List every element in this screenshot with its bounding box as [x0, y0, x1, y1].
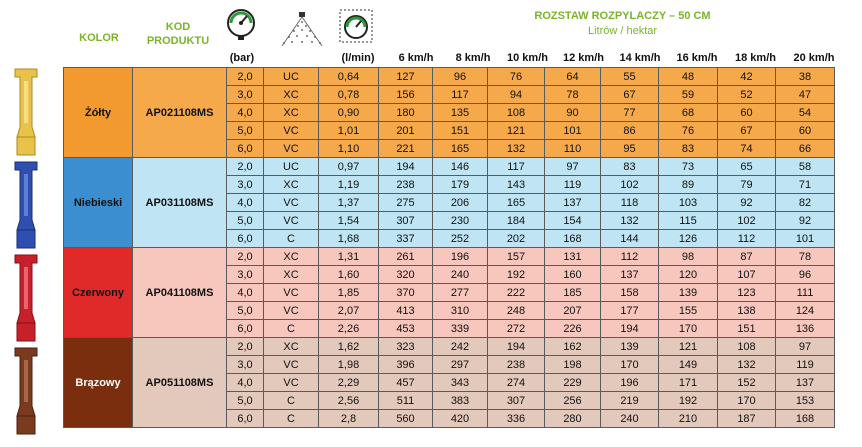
rate-cell: 137 [545, 194, 601, 212]
droplet-class-cell: XC [264, 86, 319, 104]
rate-cell: 149 [659, 356, 718, 374]
rate-cell: 146 [433, 158, 488, 176]
rate-cell: 170 [601, 356, 659, 374]
pressure-cell: 4,0 [227, 284, 264, 302]
droplet-class-cell: VC [264, 374, 319, 392]
rate-cell: 76 [488, 68, 545, 86]
rate-cell: 339 [433, 320, 488, 338]
flow-cell: 1,68 [319, 230, 379, 248]
rate-cell: 238 [488, 356, 545, 374]
rate-cell: 139 [601, 338, 659, 356]
pressure-cell: 6,0 [227, 140, 264, 158]
rate-cell: 206 [433, 194, 488, 212]
rate-cell: 143 [488, 176, 545, 194]
spray-fan-icon [280, 12, 324, 48]
rate-cell: 86 [601, 122, 659, 140]
rate-cell: 112 [718, 230, 776, 248]
rate-cell: 152 [718, 374, 776, 392]
speed-header: 16 km/h [676, 52, 718, 64]
flow-cell: 0,78 [319, 86, 379, 104]
rate-cell: 66 [776, 140, 835, 158]
rate-cell: 343 [433, 374, 488, 392]
rate-cell: 275 [379, 194, 433, 212]
rate-cell: 78 [776, 248, 835, 266]
rate-cell: 162 [545, 338, 601, 356]
rate-cell: 240 [601, 410, 659, 428]
rate-cell: 107 [718, 266, 776, 284]
rate-cell: 108 [718, 338, 776, 356]
pressure-cell: 2,0 [227, 338, 264, 356]
rate-cell: 222 [488, 284, 545, 302]
rate-cell: 277 [433, 284, 488, 302]
rate-cell: 94 [488, 86, 545, 104]
rate-cell: 42 [718, 68, 776, 86]
rate-cell: 198 [545, 356, 601, 374]
rate-cell: 119 [545, 176, 601, 194]
rate-cell: 119 [776, 356, 835, 374]
rate-cell: 137 [776, 374, 835, 392]
rate-cell: 280 [545, 410, 601, 428]
rate-cell: 370 [379, 284, 433, 302]
droplet-class-cell: VC [264, 284, 319, 302]
droplet-class-cell: VC [264, 122, 319, 140]
droplet-class-cell: XC [264, 248, 319, 266]
rate-cell: 108 [488, 104, 545, 122]
flow-cell: 1,60 [319, 266, 379, 284]
pressure-cell: 2,0 [227, 248, 264, 266]
rate-cell: 194 [488, 338, 545, 356]
pressure-cell: 6,0 [227, 230, 264, 248]
flow-cell: 1,01 [319, 122, 379, 140]
rate-cell: 97 [776, 338, 835, 356]
speed-header: 18 km/h [735, 52, 776, 64]
rate-cell: 511 [379, 392, 433, 410]
rate-cell: 132 [488, 140, 545, 158]
pressure-cell: 6,0 [227, 410, 264, 428]
rate-cell: 252 [433, 230, 488, 248]
rate-cell: 117 [488, 158, 545, 176]
rate-cell: 337 [379, 230, 433, 248]
rate-cell: 187 [718, 410, 776, 428]
droplet-class-cell: XC [264, 266, 319, 284]
rate-cell: 226 [545, 320, 601, 338]
flow-cell: 1,31 [319, 248, 379, 266]
rate-cell: 92 [776, 212, 835, 230]
rate-cell: 67 [601, 86, 659, 104]
rate-cell: 207 [545, 302, 601, 320]
rate-cell: 457 [379, 374, 433, 392]
rate-cell: 180 [379, 104, 433, 122]
flow-cell: 1,10 [319, 140, 379, 158]
flow-cell: 1,85 [319, 284, 379, 302]
table-row [64, 158, 835, 176]
product-code-cell: AP031108MS [133, 158, 227, 248]
rate-cell: 111 [776, 284, 835, 302]
nozzle-blue-icon [6, 160, 46, 252]
rate-cell: 96 [776, 266, 835, 284]
rate-cell: 132 [601, 212, 659, 230]
rate-cell: 64 [545, 68, 601, 86]
rate-cell: 154 [545, 212, 601, 230]
droplet-class-cell: UC [264, 158, 319, 176]
rate-cell: 48 [659, 68, 718, 86]
droplet-class-cell: VC [264, 356, 319, 374]
rate-cell: 274 [488, 374, 545, 392]
rate-cell: 170 [659, 320, 718, 338]
rate-cell: 87 [718, 248, 776, 266]
flow-cell: 1,54 [319, 212, 379, 230]
rate-cell: 83 [601, 158, 659, 176]
speed-header: 12 km/h [563, 52, 604, 64]
pressure-unit: (bar) [229, 52, 255, 64]
rate-cell: 124 [776, 302, 835, 320]
droplet-class-cell: XC [264, 104, 319, 122]
rate-cell: 71 [776, 176, 835, 194]
rate-cell: 160 [545, 266, 601, 284]
rate-cell: 82 [776, 194, 835, 212]
pressure-cell: 3,0 [227, 356, 264, 374]
rate-cell: 238 [379, 176, 433, 194]
rate-cell: 221 [379, 140, 433, 158]
rate-cell: 307 [379, 212, 433, 230]
rate-cell: 83 [659, 140, 718, 158]
rate-cell: 194 [379, 158, 433, 176]
rate-cell: 74 [718, 140, 776, 158]
rate-cell: 76 [659, 122, 718, 140]
rate-cell: 135 [433, 104, 488, 122]
rate-cell: 89 [659, 176, 718, 194]
rate-cell: 101 [776, 230, 835, 248]
rate-cell: 77 [601, 104, 659, 122]
rate-cell: 192 [488, 266, 545, 284]
flowmeter-icon [339, 9, 373, 43]
rate-cell: 138 [718, 302, 776, 320]
droplet-class-cell: C [264, 230, 319, 248]
rate-cell: 157 [488, 248, 545, 266]
flow-cell: 1,19 [319, 176, 379, 194]
rate-cell: 136 [776, 320, 835, 338]
rate-cell: 96 [433, 68, 488, 86]
rate-cell: 137 [601, 266, 659, 284]
rate-cell: 202 [488, 230, 545, 248]
flow-cell: 2,26 [319, 320, 379, 338]
flow-cell: 1,62 [319, 338, 379, 356]
rate-cell: 110 [545, 140, 601, 158]
rate-cell: 196 [601, 374, 659, 392]
table-row [64, 248, 835, 266]
rate-cell: 210 [659, 410, 718, 428]
rate-cell: 420 [433, 410, 488, 428]
rate-cell: 156 [379, 86, 433, 104]
speed-header: 14 km/h [619, 52, 661, 64]
nozzle-red-icon [6, 253, 46, 345]
pressure-cell: 5,0 [227, 302, 264, 320]
rate-cell: 121 [659, 338, 718, 356]
pressure-cell: 5,0 [227, 392, 264, 410]
rate-cell: 102 [718, 212, 776, 230]
pressure-cell: 4,0 [227, 374, 264, 392]
rate-cell: 144 [601, 230, 659, 248]
flow-cell: 2,8 [319, 410, 379, 428]
pressure-cell: 6,0 [227, 320, 264, 338]
rate-cell: 256 [545, 392, 601, 410]
rate-cell: 413 [379, 302, 433, 320]
droplet-class-cell: C [264, 392, 319, 410]
rate-cell: 307 [488, 392, 545, 410]
flow-cell: 1,98 [319, 356, 379, 374]
rate-cell: 168 [776, 410, 835, 428]
flow-cell: 2,07 [319, 302, 379, 320]
product-code-cell: AP051108MS [133, 338, 227, 428]
rate-cell: 320 [379, 266, 433, 284]
rate-cell: 560 [379, 410, 433, 428]
flow-cell: 0,64 [319, 68, 379, 86]
rate-cell: 54 [776, 104, 835, 122]
rate-cell: 92 [718, 194, 776, 212]
rate-cell: 177 [601, 302, 659, 320]
droplet-class-cell: VC [264, 140, 319, 158]
rate-cell: 165 [488, 194, 545, 212]
rate-cell: 78 [545, 86, 601, 104]
rate-cell: 127 [379, 68, 433, 86]
rozstaw-title: ROZSTAW ROZPYLACZY – 50 CM [534, 10, 711, 22]
rate-cell: 112 [601, 248, 659, 266]
droplet-class-cell: XC [264, 176, 319, 194]
rate-cell: 118 [601, 194, 659, 212]
droplet-class-cell: C [264, 320, 319, 338]
droplet-class-cell: UC [264, 68, 319, 86]
rate-cell: 103 [659, 194, 718, 212]
pressure-cell: 4,0 [227, 104, 264, 122]
color-name-cell: Żółty [64, 68, 133, 158]
rate-cell: 79 [718, 176, 776, 194]
pressure-cell: 3,0 [227, 176, 264, 194]
rate-cell: 336 [488, 410, 545, 428]
rate-cell: 261 [379, 248, 433, 266]
rate-cell: 98 [659, 248, 718, 266]
rate-cell: 101 [545, 122, 601, 140]
product-code-cell: AP041108MS [133, 248, 227, 338]
flow-unit: (l/min) [341, 52, 375, 64]
rate-cell: 132 [718, 356, 776, 374]
rate-cell: 131 [545, 248, 601, 266]
rate-cell: 67 [718, 122, 776, 140]
rate-cell: 242 [433, 338, 488, 356]
rate-cell: 38 [776, 68, 835, 86]
rate-cell: 184 [488, 212, 545, 230]
rate-cell: 121 [488, 122, 545, 140]
nozzle-yellow-icon [6, 67, 46, 159]
rate-cell: 219 [601, 392, 659, 410]
rate-cell: 453 [379, 320, 433, 338]
rate-cell: 102 [601, 176, 659, 194]
rate-cell: 192 [659, 392, 718, 410]
rate-cell: 68 [659, 104, 718, 122]
rate-cell: 201 [379, 122, 433, 140]
droplet-class-cell: VC [264, 302, 319, 320]
table-row [64, 338, 835, 356]
rate-cell: 126 [659, 230, 718, 248]
rate-cell: 120 [659, 266, 718, 284]
rate-cell: 179 [433, 176, 488, 194]
rate-cell: 310 [433, 302, 488, 320]
color-name-cell: Brązowy [64, 338, 133, 428]
rate-cell: 123 [718, 284, 776, 302]
color-name-cell: Czerwony [64, 248, 133, 338]
rate-cell: 52 [718, 86, 776, 104]
rate-cell: 194 [601, 320, 659, 338]
rate-cell: 272 [488, 320, 545, 338]
rate-cell: 230 [433, 212, 488, 230]
rate-cell: 229 [545, 374, 601, 392]
pressure-cell: 4,0 [227, 194, 264, 212]
rate-cell: 168 [545, 230, 601, 248]
table-row [64, 68, 835, 86]
rate-cell: 65 [718, 158, 776, 176]
rate-cell: 60 [776, 122, 835, 140]
droplet-class-cell: VC [264, 212, 319, 230]
rate-cell: 396 [379, 356, 433, 374]
speed-header: 8 km/h [455, 52, 491, 64]
rate-cell: 151 [718, 320, 776, 338]
rate-cell: 383 [433, 392, 488, 410]
rate-cell: 90 [545, 104, 601, 122]
rate-cell: 155 [659, 302, 718, 320]
rate-cell: 151 [433, 122, 488, 140]
rate-cell: 115 [659, 212, 718, 230]
color-name-cell: Niebieski [64, 158, 133, 248]
droplet-class-cell: C [264, 410, 319, 428]
speed-header: 20 km/h [793, 52, 835, 64]
rate-cell: 59 [659, 86, 718, 104]
nozzle-brown-icon [6, 346, 46, 438]
pressure-gauge-icon [226, 8, 256, 40]
rate-cell: 185 [545, 284, 601, 302]
rate-cell: 58 [776, 158, 835, 176]
product-code-cell: AP021108MS [133, 68, 227, 158]
rate-cell: 297 [433, 356, 488, 374]
flow-cell: 0,97 [319, 158, 379, 176]
flow-cell: 2,29 [319, 374, 379, 392]
rate-cell: 73 [659, 158, 718, 176]
kolor-header: KOLOR [79, 32, 119, 44]
rate-cell: 158 [601, 284, 659, 302]
rate-cell: 323 [379, 338, 433, 356]
pressure-cell: 2,0 [227, 68, 264, 86]
flow-cell: 1,37 [319, 194, 379, 212]
rate-cell: 97 [545, 158, 601, 176]
rozstaw-subtitle: Litrów / hektar [587, 25, 658, 37]
rate-cell: 55 [601, 68, 659, 86]
rate-cell: 240 [433, 266, 488, 284]
pressure-cell: 3,0 [227, 266, 264, 284]
rate-cell: 171 [659, 374, 718, 392]
flow-rate-table [63, 67, 835, 428]
pressure-cell: 2,0 [227, 158, 264, 176]
pressure-cell: 3,0 [227, 86, 264, 104]
rate-cell: 165 [433, 140, 488, 158]
flow-cell: 2,56 [319, 392, 379, 410]
rate-cell: 47 [776, 86, 835, 104]
droplet-class-cell: VC [264, 194, 319, 212]
rate-cell: 153 [776, 392, 835, 410]
flow-cell: 0,90 [319, 104, 379, 122]
rate-cell: 196 [433, 248, 488, 266]
rate-cell: 95 [601, 140, 659, 158]
rate-cell: 248 [488, 302, 545, 320]
rate-cell: 170 [718, 392, 776, 410]
kod-produktu-header: KOD PRODUKTU [146, 21, 210, 47]
speed-header: 6 km/h [398, 52, 434, 64]
pressure-cell: 5,0 [227, 212, 264, 230]
speed-header: 10 km/h [507, 52, 548, 64]
rate-cell: 60 [718, 104, 776, 122]
rate-cell: 117 [433, 86, 488, 104]
droplet-class-cell: XC [264, 338, 319, 356]
rate-cell: 139 [659, 284, 718, 302]
pressure-cell: 5,0 [227, 122, 264, 140]
